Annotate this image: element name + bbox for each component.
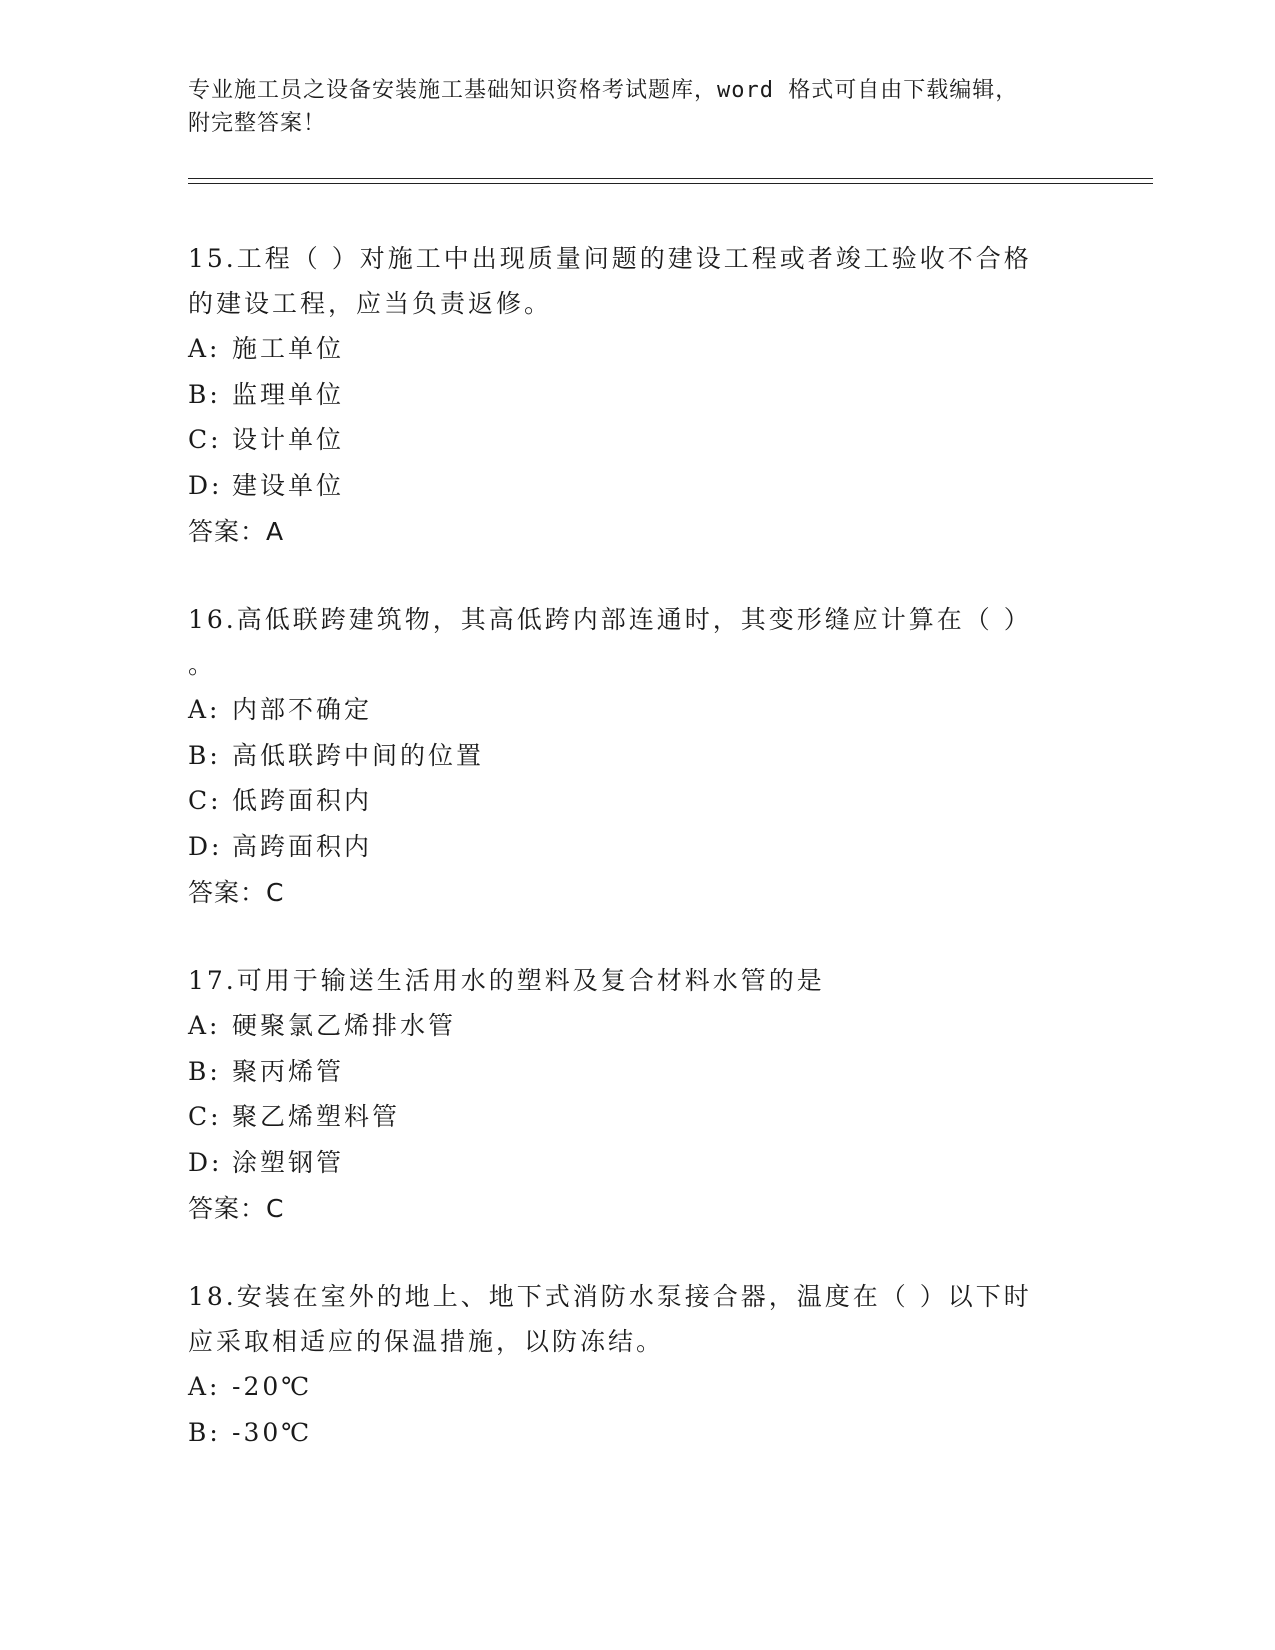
option-text: 硬聚氯乙烯排水管 — [232, 1011, 457, 1040]
document-header — [188, 74, 1068, 140]
question-item — [188, 1274, 1088, 1455]
option-text: 施工单位 — [232, 334, 345, 363]
answer-option — [188, 1003, 1088, 1049]
answer-option — [188, 417, 1088, 463]
answer-option — [188, 1094, 1088, 1140]
answer-option — [188, 1364, 1088, 1410]
option-label: A: — [188, 1011, 221, 1040]
option-label: D: — [188, 831, 223, 861]
question-stem-line: 应采取相适应的保温措施，以防冻结。 — [188, 1327, 665, 1356]
answer-option — [188, 1410, 1088, 1456]
option-text: -30℃ — [232, 1417, 313, 1447]
answer-key: 答案：C — [188, 878, 285, 907]
question-stem-line: 。 — [188, 650, 217, 679]
question-item — [188, 236, 1088, 555]
header-divider-top — [188, 178, 1153, 179]
answer-key: 答案：C — [188, 1194, 285, 1223]
option-label: A: — [188, 334, 221, 363]
option-text: 高跨面积内 — [232, 831, 373, 861]
question-stem-line: 16.高低联跨建筑物，其高低跨内部连通时，其变形缝应计算在（ ） — [188, 605, 1032, 634]
option-text: 监理单位 — [232, 379, 345, 409]
answer-option — [188, 372, 1088, 418]
option-label: B: — [188, 379, 221, 409]
answer-option — [188, 326, 1088, 372]
option-text: 聚乙烯塑料管 — [232, 1102, 401, 1131]
option-label: C: — [188, 1102, 222, 1131]
answer-option — [188, 778, 1088, 824]
option-label: B: — [188, 1056, 221, 1086]
question-stem-line: 18.安装在室外的地上、地下式消防水泵接合器，温度在（ ）以下时 — [188, 1282, 1032, 1311]
answer-option — [188, 733, 1088, 779]
option-text: -20℃ — [232, 1372, 313, 1401]
option-label: B: — [188, 1417, 221, 1447]
answer-option — [188, 463, 1088, 509]
option-text: 设计单位 — [232, 425, 345, 454]
option-label: C: — [188, 786, 222, 815]
option-text: 建设单位 — [232, 470, 345, 500]
option-text: 高低联跨中间的位置 — [232, 740, 485, 770]
question-list — [188, 236, 1088, 1497]
option-label: B: — [188, 740, 221, 770]
option-label: D: — [188, 470, 223, 500]
option-text: 聚丙烯管 — [232, 1056, 345, 1086]
answer-option — [188, 824, 1088, 870]
answer-option — [188, 1049, 1088, 1095]
question-stem-line: 的建设工程，应当负责返修。 — [188, 289, 553, 318]
option-label: A: — [188, 695, 221, 724]
answer-option — [188, 687, 1088, 733]
answer-option — [188, 1140, 1088, 1186]
header-line-2: 附完整答案！ — [188, 111, 327, 136]
question-stem-line: 15.工程（ ）对施工中出现质量问题的建设工程或者竣工验收不合格 — [188, 244, 1032, 273]
option-label: A: — [188, 1372, 221, 1401]
option-text: 内部不确定 — [232, 695, 373, 724]
option-label: C: — [188, 425, 222, 454]
option-label: D: — [188, 1147, 223, 1177]
answer-key: 答案：A — [188, 517, 285, 546]
option-text: 低跨面积内 — [232, 786, 373, 815]
option-text: 涂塑钢管 — [232, 1147, 345, 1177]
header-divider-bottom — [188, 183, 1153, 184]
question-item — [188, 958, 1088, 1232]
question-stem-line: 17.可用于输送生活用水的塑料及复合材料水管的是 — [188, 966, 825, 995]
question-item — [188, 597, 1088, 916]
header-line-1: 专业施工员之设备安装施工基础知识资格考试题库，word 格式可自由下载编辑， — [188, 78, 1019, 103]
